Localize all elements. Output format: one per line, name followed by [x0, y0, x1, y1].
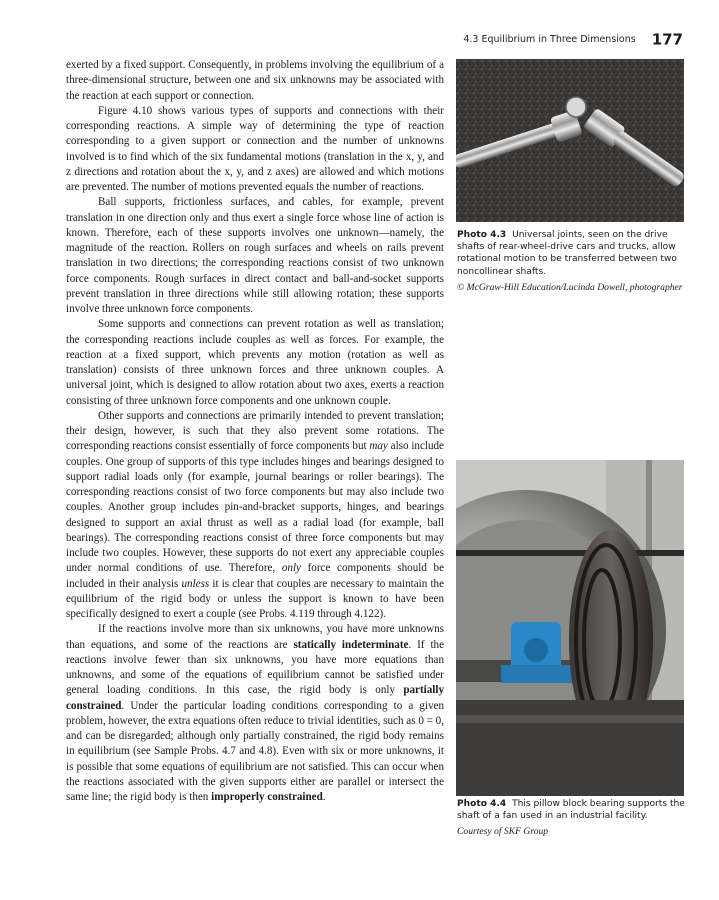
caption-text [457, 229, 689, 278]
photo-credit: Courtesy of SKF Group [457, 826, 549, 838]
paragraph-2: Figure 4.10 shows various types of supports and connections with their corresponding reactions. A simple way of determining the type of reaction corresponding to a given support or connection and the number of unknowns involved is to find which of the six fundamental motions (translation in the x, y, and z directions and rotation about the x, y, and z axes) are allowed and which motions are prevented. The number of motions prevented equals the number of reactions. [66, 104, 444, 193]
photo-4-4-caption [457, 798, 689, 838]
term-improperly-constrained: improperly constrained [211, 791, 323, 803]
p5-emph-only: only [281, 562, 301, 575]
p5-text-d: it is clear that couples are necessary to maintain the equilibrium of the rigid body or unless the support is known to have been specifically designed to exert a couple (see Probs. 4.119 through 4.122). [66, 577, 445, 620]
caption-text [457, 798, 689, 822]
caption-body: Universal joints, seen on the drive shafts of rear-wheel-drive cars and trucks, allow rotational motion to be transferred between two noncollinear shafts. [457, 230, 677, 277]
p6-text-a: If the reactions involve more than six unknowns, you have more unknowns than equations, and some of the reactions are [66, 623, 444, 651]
p6-text-d: . [322, 791, 326, 803]
term-statically-indeterminate: statically indeterminate [293, 638, 409, 651]
caption-body: This pillow block bearing supports the shaft of a fan used in an industrial facility. [457, 799, 685, 822]
paragraph-6 [66, 622, 444, 805]
p6-text-c: . Under the particular loading conditions corresponding to a given problem, however, the extra equations often reduce to trivial identities, such as 0 = 0, and can be disregarded; although only partially constrained, the rigid body remains in equilibrium (see Sample Probs. 4.7 and 4.8). Even with six or more unknowns, it is possible that some equations of equilibrium are not satisfied. This can occur when the reactions associated with the given supports either are parallel or intersect the same line; the rigid body is then [66, 699, 444, 803]
pillow-block-bearing-photo [456, 460, 684, 796]
p5-emph-unless: unless [181, 577, 210, 590]
photo-credit: © McGraw-Hill Education/Lucinda Dowell, photographer [457, 281, 683, 293]
paragraph-5 [66, 409, 444, 623]
photo-label: Photo 4.3 [457, 230, 507, 240]
running-header [420, 30, 683, 50]
universal-joint-photo [456, 59, 684, 222]
body-text [66, 58, 444, 805]
photo-label: Photo 4.4 [457, 799, 507, 809]
paragraph-4: Some supports and connections can prevent rotation as well as translation; the corresponding reactions include couples as well as forces. For example, the reaction at a fixed support, which prevents any motion (rotation as well as translation) consists of three unknown forces and three unknown couples. A universal joint, which is designed to allow rotation about two axes, exerts a reaction consisting of three unknown force components and one unknown couple. [66, 318, 444, 407]
paragraph-3: Ball supports, frictionless surfaces, and cables, for example, prevent translation in one direction only and thus exert a single force whose line of action is known. Therefore, each of these supports involves one unknown—namely, the magnitude of the reaction. Rollers on rough surfaces and wheels on rails prevent translation in two directions; the corresponding reactions consist of two unknown force components. Rough surfaces in direct contact and ball-and-socket supports prevent translation in three directions while still allowing rotation; these supports involve three unknown force components. [66, 196, 444, 315]
p5-text-b: also include couples. One group of supports of this type includes hinges and bearings designed to support radial loads only (for example, journal bearings or roller bearings). The corresponding reactions consist of two force components but may also include two couples. Another group includes pin-and-bracket supports, hinges, and bearings designed to support an axial thrust as well as a radial load (for example, ball bearings). The corresponding reactions consist of three force components but may include two couples. However, these supports do not exert any appreciable couples under normal conditions of use. Therefore, [66, 440, 444, 575]
paragraph-1: exerted by a fixed support. Consequently, in problems involving the equilibrium of a three-dimensional structure, between one and six unknowns may be associated with the reaction at each support or connection. [66, 59, 444, 102]
term-partially-constrained: partially constrained [66, 684, 444, 712]
p5-text-c: force components should be included in their analysis [66, 562, 444, 590]
p5-text-a: Other supports and connections are primarily intended to prevent translation; their design, however, is such that they also prevent some rotations. The corresponding reactions consist essentially of force components but [66, 409, 444, 453]
page-number: 177 [651, 30, 683, 49]
photo-4-3-caption [457, 229, 689, 293]
section-title: 4.3 Equilibrium in Three Dimensions [463, 33, 636, 45]
p6-text-b: . If the reactions involve fewer than six unknowns, you have more equations than unknowns, and some of the equations of equilibrium cannot be satisfied under general loading conditions. In this case, the rigid body is only [66, 638, 445, 697]
p5-emph-may: may [369, 440, 388, 453]
